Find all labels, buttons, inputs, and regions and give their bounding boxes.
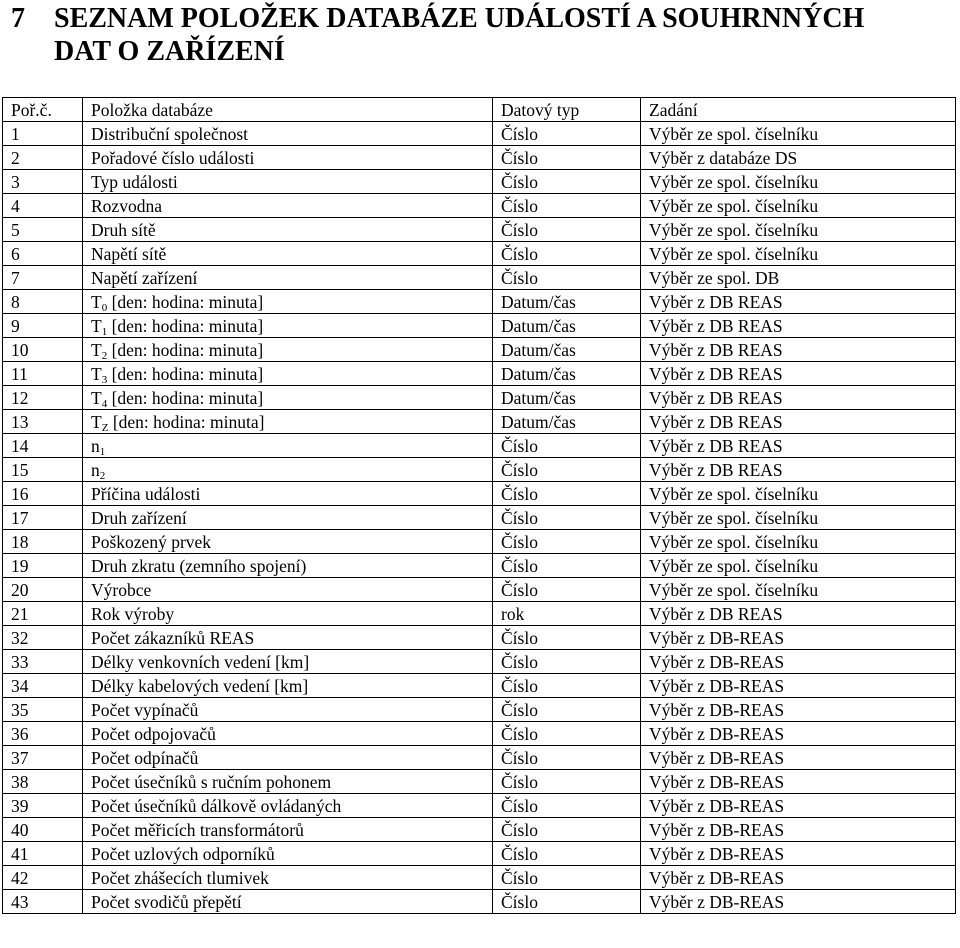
table-row xyxy=(3,290,956,314)
cell-number: 8 xyxy=(3,290,83,314)
cell-type: Číslo xyxy=(493,242,641,266)
cell-item xyxy=(83,314,493,338)
cell-input: Výběr ze spol. číselníku xyxy=(641,506,956,530)
cell-item: Příčina události xyxy=(83,482,493,506)
item-subscript: 4 xyxy=(101,397,108,410)
cell-type: Číslo xyxy=(493,722,641,746)
cell-input: Výběr z DB-REAS xyxy=(641,890,956,914)
cell-input: Výběr z DB REAS xyxy=(641,314,956,338)
item-subscript: Z xyxy=(101,421,109,434)
cell-number: 6 xyxy=(3,242,83,266)
cell-input: Výběr z DB-REAS xyxy=(641,842,956,866)
table-row xyxy=(3,242,956,266)
item-symbol: T xyxy=(91,291,102,312)
table-row xyxy=(3,338,956,362)
cell-input: Výběr ze spol. DB xyxy=(641,266,956,290)
cell-input: Výběr z DB-REAS xyxy=(641,722,956,746)
cell-number: 4 xyxy=(3,194,83,218)
cell-input: Výběr ze spol. číselníku xyxy=(641,578,956,602)
item-symbol: T xyxy=(91,315,102,336)
cell-number: 18 xyxy=(3,530,83,554)
cell-number: 17 xyxy=(3,506,83,530)
table-row xyxy=(3,482,956,506)
table-row xyxy=(3,866,956,890)
cell-item: Počet uzlových odporníků xyxy=(83,842,493,866)
cell-type: Číslo xyxy=(493,146,641,170)
item-symbol: T xyxy=(91,387,102,408)
cell-type: Číslo xyxy=(493,434,641,458)
cell-input: Výběr z DB-REAS xyxy=(641,818,956,842)
table-row xyxy=(3,674,956,698)
cell-type: Číslo xyxy=(493,458,641,482)
cell-type: Datum/čas xyxy=(493,314,641,338)
cell-item: Napětí sítě xyxy=(83,242,493,266)
cell-input: Výběr z DB-REAS xyxy=(641,746,956,770)
cell-item xyxy=(83,386,493,410)
item-subscript: 1 xyxy=(101,325,108,338)
table-row xyxy=(3,266,956,290)
cell-type: Číslo xyxy=(493,194,641,218)
cell-number: 32 xyxy=(3,626,83,650)
cell-item xyxy=(83,410,493,434)
item-unit: [den: hodina: minuta] xyxy=(107,387,264,408)
cell-type: Číslo xyxy=(493,626,641,650)
cell-item: Poškozený prvek xyxy=(83,530,493,554)
cell-item: Délky kabelových vedení [km] xyxy=(83,674,493,698)
section-heading xyxy=(11,2,951,68)
cell-type: Číslo xyxy=(493,122,641,146)
section-title-line-2: DAT O ZAŘÍZENÍ xyxy=(54,36,285,67)
cell-number: 19 xyxy=(3,554,83,578)
item-unit: [den: hodina: minuta] xyxy=(107,363,264,384)
cell-number: 40 xyxy=(3,818,83,842)
cell-number: 36 xyxy=(3,722,83,746)
cell-input: Výběr z DB-REAS xyxy=(641,650,956,674)
cell-input: Výběr ze spol. číselníku xyxy=(641,242,956,266)
item-subscript: 0 xyxy=(101,301,108,314)
table-row xyxy=(3,578,956,602)
cell-number: 3 xyxy=(3,170,83,194)
cell-item: Druh zkratu (zemního spojení) xyxy=(83,554,493,578)
cell-item: Počet úsečníků s ručním pohonem xyxy=(83,770,493,794)
cell-number: 20 xyxy=(3,578,83,602)
table-row xyxy=(3,218,956,242)
cell-item xyxy=(83,338,493,362)
cell-item: Pořadové číslo události xyxy=(83,146,493,170)
cell-number: 41 xyxy=(3,842,83,866)
cell-item: Napětí zařízení xyxy=(83,266,493,290)
cell-input: Výběr ze spol. číselníku xyxy=(641,218,956,242)
cell-type: Datum/čas xyxy=(493,410,641,434)
table-body xyxy=(3,122,956,914)
cell-number: 11 xyxy=(3,362,83,386)
cell-type: Datum/čas xyxy=(493,290,641,314)
cell-item: Počet zhášecích tlumivek xyxy=(83,866,493,890)
item-symbol: T xyxy=(91,411,102,432)
cell-number: 15 xyxy=(3,458,83,482)
cell-number: 10 xyxy=(3,338,83,362)
cell-item: Výrobce xyxy=(83,578,493,602)
cell-input: Výběr z DB REAS xyxy=(641,362,956,386)
item-subscript: 3 xyxy=(101,373,108,386)
item-symbol: T xyxy=(91,339,102,360)
cell-type: Číslo xyxy=(493,554,641,578)
item-subscript: 1 xyxy=(99,445,106,458)
table-row xyxy=(3,146,956,170)
cell-input: Výběr z DB-REAS xyxy=(641,866,956,890)
cell-type: Číslo xyxy=(493,170,641,194)
cell-input: Výběr z DB-REAS xyxy=(641,794,956,818)
cell-input: Výběr z DB REAS xyxy=(641,458,956,482)
cell-item xyxy=(83,290,493,314)
cell-item: Druh zařízení xyxy=(83,506,493,530)
cell-number: 2 xyxy=(3,146,83,170)
cell-item xyxy=(83,362,493,386)
cell-type: Datum/čas xyxy=(493,386,641,410)
cell-input: Výběr z DB REAS xyxy=(641,386,956,410)
cell-number: 43 xyxy=(3,890,83,914)
cell-type: Číslo xyxy=(493,266,641,290)
cell-item: Počet odpínačů xyxy=(83,746,493,770)
database-items-table xyxy=(2,97,956,914)
cell-number: 9 xyxy=(3,314,83,338)
table-row xyxy=(3,842,956,866)
table-row xyxy=(3,170,956,194)
cell-input: Výběr ze spol. číselníku xyxy=(641,122,956,146)
cell-input: Výběr z DB-REAS xyxy=(641,698,956,722)
cell-type: Číslo xyxy=(493,746,641,770)
cell-number: 1 xyxy=(3,122,83,146)
table-row xyxy=(3,698,956,722)
table-row xyxy=(3,362,956,386)
cell-item: Počet úsečníků dálkově ovládaných xyxy=(83,794,493,818)
cell-item: Počet vypínačů xyxy=(83,698,493,722)
cell-number: 12 xyxy=(3,386,83,410)
cell-type: Datum/čas xyxy=(493,338,641,362)
table-row xyxy=(3,818,956,842)
cell-input: Výběr z DB-REAS xyxy=(641,674,956,698)
cell-item: Délky venkovních vedení [km] xyxy=(83,650,493,674)
item-symbol: T xyxy=(91,363,102,384)
cell-item: Druh sítě xyxy=(83,218,493,242)
table-row xyxy=(3,434,956,458)
cell-input: Výběr ze spol. číselníku xyxy=(641,554,956,578)
cell-type: Číslo xyxy=(493,482,641,506)
cell-number: 14 xyxy=(3,434,83,458)
cell-number: 16 xyxy=(3,482,83,506)
table-row xyxy=(3,554,956,578)
table-row xyxy=(3,626,956,650)
cell-item: Počet zákazníků REAS xyxy=(83,626,493,650)
column-header-number: Poř.č. xyxy=(3,98,83,122)
cell-item xyxy=(83,434,493,458)
cell-number: 37 xyxy=(3,746,83,770)
table-row xyxy=(3,530,956,554)
cell-number: 21 xyxy=(3,602,83,626)
cell-type: Číslo xyxy=(493,866,641,890)
item-unit: [den: hodina: minuta] xyxy=(107,291,264,312)
item-subscript: 2 xyxy=(101,349,108,362)
cell-type: Číslo xyxy=(493,818,641,842)
cell-input: Výběr z DB REAS xyxy=(641,434,956,458)
table-row xyxy=(3,386,956,410)
cell-input: Výběr ze spol. číselníku xyxy=(641,194,956,218)
cell-type: Číslo xyxy=(493,530,641,554)
item-symbol: n xyxy=(91,459,100,480)
table-row xyxy=(3,770,956,794)
cell-input: Výběr z DB REAS xyxy=(641,338,956,362)
cell-item: Rok výroby xyxy=(83,602,493,626)
table-row xyxy=(3,794,956,818)
item-unit: [den: hodina: minuta] xyxy=(107,315,264,336)
cell-item: Distribuční společnost xyxy=(83,122,493,146)
cell-number: 33 xyxy=(3,650,83,674)
cell-number: 7 xyxy=(3,266,83,290)
cell-type: Číslo xyxy=(493,698,641,722)
cell-type: Číslo xyxy=(493,674,641,698)
table-row xyxy=(3,746,956,770)
table-row xyxy=(3,602,956,626)
cell-number: 34 xyxy=(3,674,83,698)
cell-type: Číslo xyxy=(493,842,641,866)
table-header-row xyxy=(3,98,956,122)
cell-input: Výběr z DB REAS xyxy=(641,602,956,626)
cell-input: Výběr z DB REAS xyxy=(641,410,956,434)
column-header-input: Zadání xyxy=(641,98,956,122)
item-unit: [den: hodina: minuta] xyxy=(107,339,264,360)
cell-type: Číslo xyxy=(493,770,641,794)
cell-number: 5 xyxy=(3,218,83,242)
cell-input: Výběr z DB REAS xyxy=(641,290,956,314)
cell-input: Výběr ze spol. číselníku xyxy=(641,170,956,194)
cell-input: Výběr ze spol. číselníku xyxy=(641,530,956,554)
cell-type: Číslo xyxy=(493,650,641,674)
cell-item: Typ události xyxy=(83,170,493,194)
item-symbol: n xyxy=(91,435,100,456)
item-subscript: 2 xyxy=(99,469,106,482)
cell-input: Výběr z databáze DS xyxy=(641,146,956,170)
cell-input: Výběr z DB-REAS xyxy=(641,770,956,794)
table-row xyxy=(3,194,956,218)
section-title-line-1: SEZNAM POLOŽEK DATABÁZE UDÁLOSTÍ A SOUHRNNÝCH xyxy=(54,3,865,34)
cell-number: 39 xyxy=(3,794,83,818)
table-row xyxy=(3,410,956,434)
cell-number: 42 xyxy=(3,866,83,890)
column-header-type: Datový typ xyxy=(493,98,641,122)
table-row xyxy=(3,458,956,482)
cell-item: Počet odpojovačů xyxy=(83,722,493,746)
cell-item xyxy=(83,458,493,482)
section-number: 7 xyxy=(11,3,25,34)
column-header-item: Položka databáze xyxy=(83,98,493,122)
cell-number: 35 xyxy=(3,698,83,722)
cell-input: Výběr z DB-REAS xyxy=(641,626,956,650)
cell-number: 13 xyxy=(3,410,83,434)
cell-item: Rozvodna xyxy=(83,194,493,218)
cell-item: Počet měřicích transformátorů xyxy=(83,818,493,842)
cell-type: Číslo xyxy=(493,794,641,818)
cell-type: rok xyxy=(493,602,641,626)
table-row xyxy=(3,890,956,914)
cell-input: Výběr ze spol. číselníku xyxy=(641,482,956,506)
cell-type: Datum/čas xyxy=(493,362,641,386)
table-row xyxy=(3,314,956,338)
table-row xyxy=(3,650,956,674)
item-unit: [den: hodina: minuta] xyxy=(108,411,265,432)
cell-number: 38 xyxy=(3,770,83,794)
table-row xyxy=(3,506,956,530)
cell-type: Číslo xyxy=(493,218,641,242)
cell-item: Počet svodičů přepětí xyxy=(83,890,493,914)
table-row xyxy=(3,722,956,746)
cell-type: Číslo xyxy=(493,578,641,602)
table-row xyxy=(3,122,956,146)
cell-type: Číslo xyxy=(493,506,641,530)
cell-type: Číslo xyxy=(493,890,641,914)
